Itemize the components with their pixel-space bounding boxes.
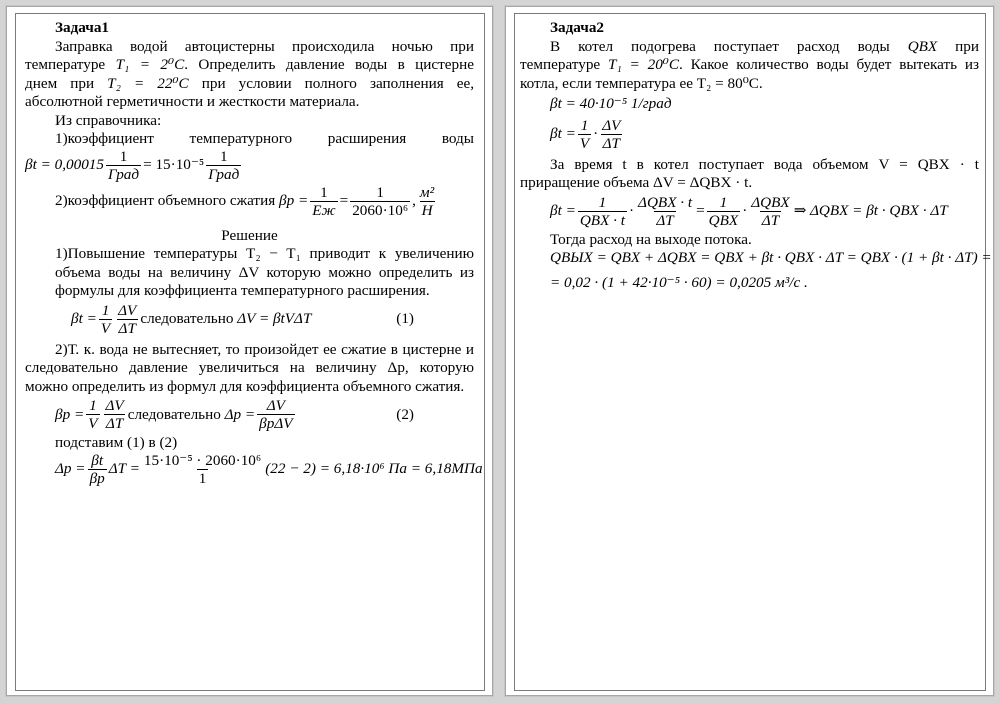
sol1: 1)Повышение температуры T₂ − T₁ приводит к увеличению объема воды на величину ΔV которую можно определить из формулы для коэффициента температурного расширения. xyxy=(55,245,474,299)
num: 1 xyxy=(580,116,589,134)
formula-part: (22 − 2) = 6,18·10⁶ Па = 6,18МПа xyxy=(265,460,483,478)
fraction xyxy=(86,398,99,432)
num: ΔV xyxy=(118,301,137,319)
sol2: 2)Т. к. вода не вытесняет, то произойдет ее сжатие в цистерне и следовательно давление увеличиться на величину Δp, которую можно определить из формул для коэффициента объемного сжатия. xyxy=(25,340,474,395)
formula-part: βp = xyxy=(279,192,309,210)
formula-part: = 15·10⁻⁵ xyxy=(143,156,205,174)
formula-t1: T₁ = 20⁰C xyxy=(608,56,680,73)
formula-part: βt = xyxy=(550,202,576,220)
fraction xyxy=(350,185,410,219)
fraction xyxy=(88,453,107,487)
text: В котел подогрева поступает расход воды xyxy=(550,37,890,55)
formula-qout-2: = 0,02 · (1 + 42·10⁻⁵ · 60) = 0,0205 м³/c . xyxy=(550,273,808,291)
formula-part: βt = 0,00015 xyxy=(25,156,104,174)
task2-content xyxy=(520,19,992,292)
fraction xyxy=(257,398,294,432)
ref1: 1)коэффициент температурного расширения воды xyxy=(55,130,474,147)
num: м² xyxy=(419,183,435,201)
formula-part: Δp = xyxy=(224,405,256,423)
formula-part: ΔV = βtVΔT xyxy=(237,310,312,328)
text: . Какое количество воды будет вытекать из xyxy=(679,56,979,73)
den: ΔT xyxy=(118,319,136,337)
fraction xyxy=(206,149,241,183)
num: ΔV xyxy=(602,116,621,134)
fraction xyxy=(116,303,138,337)
ref2: 2)коэффициент объемного сжатия xyxy=(55,192,276,210)
solution-heading: Решение xyxy=(221,226,278,244)
fraction xyxy=(707,195,741,229)
fraction xyxy=(310,185,337,219)
text: . Определить давление воды в цистерне xyxy=(184,56,474,73)
num: 1 xyxy=(320,183,328,201)
page-right xyxy=(505,6,994,696)
den: QBX xyxy=(708,211,739,229)
fraction xyxy=(104,398,126,432)
task2-text2b: приращение объема ΔV = ΔQBX · t. xyxy=(520,174,753,191)
den: V xyxy=(100,319,111,337)
den: ΔT xyxy=(105,415,124,432)
den: ΔT xyxy=(602,134,620,152)
num: 1 xyxy=(598,193,607,211)
formula-qout-1: QВЫХ = QBX + ΔQBX = QBX + βt · QBX · ΔT = QBX · (1 + βt · ΔT) = xyxy=(550,249,992,266)
den: Град xyxy=(108,165,140,183)
fraction xyxy=(142,453,263,487)
formula-part: ΔT = xyxy=(108,460,140,478)
formula-derivation: βt = $\frac{1}{\text{QBX · t}}$ · $\frac{\text{ΔQBX · t}}{\Delta T}$ = $\frac{1}{\text{QBX}}$ · $\frac{\text{ΔQBX}}{\Delta T}$ ⇒ ΔQBX = βt · QBX · ΔT xyxy=(550,193,948,229)
task1-line4: абсолютной герметичности и жесткости материала. xyxy=(25,93,360,110)
num: 1 xyxy=(219,147,228,165)
text: температуре xyxy=(520,56,601,73)
task1-line3 xyxy=(25,75,474,94)
task2-outflow: Тогда расход на выходе потока. xyxy=(550,230,752,248)
den: V xyxy=(88,415,98,432)
num: ΔQBX · t xyxy=(638,193,693,211)
formula-3 xyxy=(25,451,483,487)
formula-beta-def: βt = $\frac{1}{V}$ · $\frac{\Delta V}{\Delta T}$ xyxy=(550,116,621,152)
num: 1 xyxy=(376,183,384,201)
den: 2060·10⁶ xyxy=(352,201,409,219)
page-left xyxy=(6,6,493,696)
formula-t1: T₁ = 2⁰C xyxy=(115,56,185,73)
formula-beta-value: βt = 40·10⁻⁵ 1/град xyxy=(550,95,672,112)
fraction-unit xyxy=(418,185,436,219)
formula-1 xyxy=(25,303,474,337)
den: ΔT xyxy=(761,211,780,229)
equation-number: (2) xyxy=(396,405,414,423)
formula-part: βp = xyxy=(55,405,85,423)
task1-line2 xyxy=(25,56,474,75)
text: следовательно xyxy=(127,405,221,423)
equation-number: (1) xyxy=(396,310,414,328)
den: Н xyxy=(421,201,433,219)
task2-line1 xyxy=(520,38,979,57)
formula-part: βt = xyxy=(550,125,576,143)
fraction xyxy=(578,195,627,229)
task2-line3: котла, если температура ее T₂ = 80⁰C. xyxy=(520,74,763,92)
num: βt xyxy=(91,451,104,469)
formula-part: ⇒ ΔQBX = βt · QBX · ΔT xyxy=(793,202,948,220)
task2-line2 xyxy=(520,56,979,75)
text: следовательно xyxy=(140,310,234,328)
text: при условии полного заполнения ее, xyxy=(201,74,475,92)
formula-beta-p: 2)коэффициент объемного сжатия βp = $\frac{1}{Eж}$ = $\frac{1}{\text{2060·10⁶}}$ , $\frac{\text{м²}}{Н}$ xyxy=(55,183,435,219)
text: при xyxy=(955,37,980,55)
formula-part: βt = xyxy=(71,310,97,328)
formula-beta-t xyxy=(25,149,474,183)
den: V xyxy=(579,134,590,152)
den: ΔT xyxy=(656,211,674,229)
num: 1 xyxy=(89,397,97,414)
fraction xyxy=(636,195,694,229)
num: 1 xyxy=(101,301,110,319)
num: 1 xyxy=(119,147,128,165)
formula-part: Δp = xyxy=(55,460,86,478)
ref-title: Из справочника: xyxy=(55,111,162,129)
fraction xyxy=(578,118,591,152)
num: ΔV xyxy=(266,397,285,414)
fraction xyxy=(106,149,141,183)
formula-qbx: QBX xyxy=(907,37,938,55)
fraction xyxy=(749,195,791,229)
den: QBX · t xyxy=(579,211,625,229)
fraction xyxy=(99,303,112,337)
subst: подставим (1) в (2) xyxy=(55,434,178,451)
task1-content xyxy=(25,19,483,487)
fraction xyxy=(600,118,622,152)
num: ΔQBX xyxy=(751,193,790,211)
den: βp xyxy=(89,469,105,487)
den: βpΔV xyxy=(259,415,293,432)
den: 1 xyxy=(198,469,207,487)
num: 15·10⁻⁵ · 2060·10⁶ xyxy=(143,451,262,469)
task2-title: Задача2 xyxy=(550,19,605,36)
den: Eж xyxy=(312,201,336,219)
task1-line1: Заправка водой автоцистерны происходила ночью при xyxy=(55,37,474,55)
task2-text2a: За время t в котел поступает вода объемом V = QBX · t xyxy=(550,155,979,173)
num: ΔV xyxy=(105,397,124,414)
text: днем при xyxy=(25,74,95,92)
text: температуре xyxy=(25,56,106,73)
task1-title: Задача1 xyxy=(55,19,110,36)
formula-2 xyxy=(25,398,474,432)
num: 1 xyxy=(719,193,728,211)
den: Град xyxy=(208,165,240,183)
formula-t2: T₂ = 22⁰C xyxy=(107,74,189,92)
